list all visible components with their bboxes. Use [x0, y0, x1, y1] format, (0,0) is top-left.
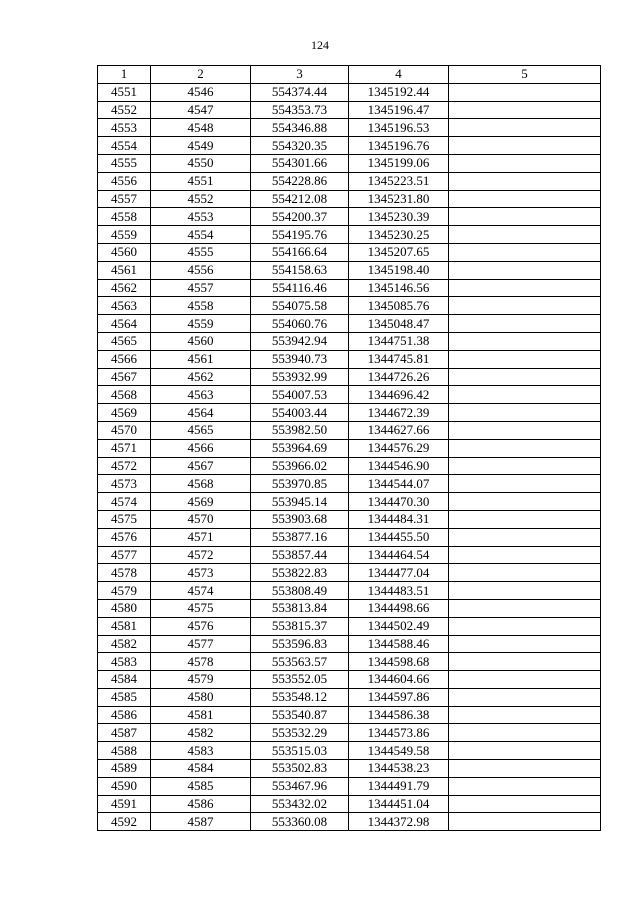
table-cell-col-4: 1344372.98 [349, 813, 449, 831]
table-cell-col-5 [449, 493, 601, 511]
table-cell-col-3: 554116.46 [251, 279, 349, 297]
table-row [98, 617, 601, 635]
table-cell-col-1: 4571 [98, 439, 151, 457]
table-cell-col-2: 4576 [151, 617, 251, 635]
table-cell-col-4: 1344470.30 [349, 493, 449, 511]
table-cell-col-5 [449, 439, 601, 457]
table-cell-col-3: 553945.14 [251, 493, 349, 511]
table-cell-col-1: 4576 [98, 528, 151, 546]
table-cell-col-5 [449, 546, 601, 564]
table-cell-col-5 [449, 813, 601, 831]
table-cell-col-4: 1345231.80 [349, 190, 449, 208]
table-cell-col-2: 4579 [151, 671, 251, 689]
table-row [98, 421, 601, 439]
table-cell-col-4: 1344538.23 [349, 760, 449, 778]
table-cell-col-3: 554003.44 [251, 404, 349, 422]
table-cell-col-4: 1344751.38 [349, 332, 449, 350]
table-cell-col-1: 4583 [98, 653, 151, 671]
table-cell-col-4: 1345223.51 [349, 172, 449, 190]
table-cell-col-2: 4565 [151, 421, 251, 439]
table-cell-col-4: 1344672.39 [349, 404, 449, 422]
table-cell-col-3: 554374.44 [251, 83, 349, 101]
table-cell-col-3: 553942.94 [251, 332, 349, 350]
table-cell-col-4: 1344696.42 [349, 386, 449, 404]
column-header-1: 1 [98, 66, 151, 84]
table-row [98, 724, 601, 742]
table-cell-col-3: 553982.50 [251, 421, 349, 439]
table-cell-col-4: 1345192.44 [349, 83, 449, 101]
table-cell-col-4: 1344451.04 [349, 795, 449, 813]
table-cell-col-4: 1344502.49 [349, 617, 449, 635]
table-cell-col-1: 4587 [98, 724, 151, 742]
table-cell-col-3: 553877.16 [251, 528, 349, 546]
table-cell-col-5 [449, 688, 601, 706]
table-row [98, 208, 601, 226]
table-row [98, 528, 601, 546]
table-cell-col-1: 4556 [98, 172, 151, 190]
table-row [98, 457, 601, 475]
table-cell-col-3: 554228.86 [251, 172, 349, 190]
table-cell-col-3: 553467.96 [251, 777, 349, 795]
table-cell-col-1: 4563 [98, 297, 151, 315]
table-cell-col-1: 4581 [98, 617, 151, 635]
table-cell-col-4: 1345198.40 [349, 261, 449, 279]
table-cell-col-2: 4575 [151, 599, 251, 617]
table-cell-col-4: 1344546.90 [349, 457, 449, 475]
table-cell-col-1: 4586 [98, 706, 151, 724]
table-cell-col-5 [449, 510, 601, 528]
table-row [98, 190, 601, 208]
table-row [98, 493, 601, 511]
table-row [98, 813, 601, 831]
table-cell-col-4: 1344604.66 [349, 671, 449, 689]
table-cell-col-5 [449, 404, 601, 422]
table-cell-col-3: 554007.53 [251, 386, 349, 404]
table-cell-col-3: 553940.73 [251, 350, 349, 368]
table-cell-col-2: 4561 [151, 350, 251, 368]
table-cell-col-2: 4566 [151, 439, 251, 457]
table-cell-col-2: 4578 [151, 653, 251, 671]
table-cell-col-5 [449, 421, 601, 439]
table-cell-col-5 [449, 564, 601, 582]
table-cell-col-2: 4557 [151, 279, 251, 297]
table-cell-col-5 [449, 653, 601, 671]
table-cell-col-4: 1345230.25 [349, 226, 449, 244]
table-row [98, 83, 601, 101]
table-cell-col-4: 1344745.81 [349, 350, 449, 368]
table-row [98, 742, 601, 760]
table-cell-col-1: 4551 [98, 83, 151, 101]
table-row [98, 137, 601, 155]
table-cell-col-2: 4580 [151, 688, 251, 706]
table-cell-col-5 [449, 368, 601, 386]
table-cell-col-2: 4567 [151, 457, 251, 475]
table-cell-col-5 [449, 617, 601, 635]
table-cell-col-2: 4559 [151, 315, 251, 333]
table-cell-col-1: 4554 [98, 137, 151, 155]
table-cell-col-5 [449, 119, 601, 137]
table-cell-col-1: 4553 [98, 119, 151, 137]
table-row [98, 404, 601, 422]
table-row [98, 760, 601, 778]
table-cell-col-5 [449, 582, 601, 600]
table-cell-col-4: 1345230.39 [349, 208, 449, 226]
table-cell-col-5 [449, 475, 601, 493]
table-cell-col-2: 4558 [151, 297, 251, 315]
table-cell-col-5 [449, 208, 601, 226]
table-cell-col-1: 4572 [98, 457, 151, 475]
table-cell-col-4: 1345085.76 [349, 297, 449, 315]
table-cell-col-5 [449, 599, 601, 617]
table-row [98, 599, 601, 617]
table-cell-col-3: 553857.44 [251, 546, 349, 564]
table-cell-col-1: 4575 [98, 510, 151, 528]
table-cell-col-1: 4591 [98, 795, 151, 813]
table-cell-col-4: 1345196.47 [349, 101, 449, 119]
table-cell-col-3: 554212.08 [251, 190, 349, 208]
table-row [98, 635, 601, 653]
table-cell-col-4: 1345196.53 [349, 119, 449, 137]
table-cell-col-5 [449, 742, 601, 760]
table-cell-col-2: 4548 [151, 119, 251, 137]
table-cell-col-1: 4565 [98, 332, 151, 350]
table-row [98, 546, 601, 564]
table-row [98, 510, 601, 528]
table-cell-col-3: 553515.03 [251, 742, 349, 760]
table-row [98, 279, 601, 297]
table-cell-col-2: 4560 [151, 332, 251, 350]
table-cell-col-1: 4574 [98, 493, 151, 511]
table-row [98, 795, 601, 813]
table-cell-col-1: 4564 [98, 315, 151, 333]
table-cell-col-3: 554353.73 [251, 101, 349, 119]
table-cell-col-2: 4554 [151, 226, 251, 244]
table-cell-col-5 [449, 350, 601, 368]
table-cell-col-4: 1344455.50 [349, 528, 449, 546]
table-cell-col-2: 4547 [151, 101, 251, 119]
table-cell-col-3: 554200.37 [251, 208, 349, 226]
table-cell-col-2: 4581 [151, 706, 251, 724]
table-cell-col-3: 553563.57 [251, 653, 349, 671]
table-cell-col-4: 1344549.58 [349, 742, 449, 760]
table-cell-col-3: 554301.66 [251, 154, 349, 172]
table-cell-col-3: 554346.88 [251, 119, 349, 137]
table-cell-col-3: 553815.37 [251, 617, 349, 635]
table-cell-col-5 [449, 760, 601, 778]
table-cell-col-3: 553932.99 [251, 368, 349, 386]
table-cell-col-1: 4589 [98, 760, 151, 778]
page-number: 124 [311, 38, 329, 52]
table-cell-col-1: 4568 [98, 386, 151, 404]
table-cell-col-1: 4559 [98, 226, 151, 244]
table-cell-col-3: 553548.12 [251, 688, 349, 706]
table-cell-col-1: 4561 [98, 261, 151, 279]
table-cell-col-4: 1344598.68 [349, 653, 449, 671]
table-cell-col-4: 1344483.51 [349, 582, 449, 600]
table-row [98, 332, 601, 350]
table-cell-col-2: 4549 [151, 137, 251, 155]
table-row [98, 671, 601, 689]
table-cell-col-2: 4562 [151, 368, 251, 386]
table-cell-col-2: 4550 [151, 154, 251, 172]
table-cell-col-3: 553360.08 [251, 813, 349, 831]
table-cell-col-1: 4566 [98, 350, 151, 368]
table-cell-col-5 [449, 724, 601, 742]
table-row [98, 154, 601, 172]
table-cell-col-2: 4546 [151, 83, 251, 101]
table-cell-col-5 [449, 386, 601, 404]
table-row [98, 350, 601, 368]
table-cell-col-2: 4552 [151, 190, 251, 208]
table-cell-col-5 [449, 457, 601, 475]
table-row [98, 172, 601, 190]
table-cell-col-1: 4580 [98, 599, 151, 617]
table-cell-col-4: 1344597.86 [349, 688, 449, 706]
table-cell-col-2: 4587 [151, 813, 251, 831]
table-cell-col-5 [449, 315, 601, 333]
table-cell-col-1: 4567 [98, 368, 151, 386]
table-cell-col-1: 4588 [98, 742, 151, 760]
table-cell-col-2: 4584 [151, 760, 251, 778]
table-cell-col-4: 1345196.76 [349, 137, 449, 155]
table-cell-col-5 [449, 635, 601, 653]
table-cell-col-2: 4585 [151, 777, 251, 795]
table-cell-col-2: 4569 [151, 493, 251, 511]
table-cell-col-4: 1344464.54 [349, 546, 449, 564]
table-cell-col-1: 4569 [98, 404, 151, 422]
table-cell-col-4: 1344573.86 [349, 724, 449, 742]
table-cell-col-4: 1344484.31 [349, 510, 449, 528]
table-cell-col-4: 1344498.66 [349, 599, 449, 617]
table-cell-col-2: 4573 [151, 564, 251, 582]
column-header-3: 3 [251, 66, 349, 84]
table-cell-col-2: 4568 [151, 475, 251, 493]
table-row [98, 653, 601, 671]
table-cell-col-5 [449, 528, 601, 546]
table-cell-col-3: 553552.05 [251, 671, 349, 689]
table-cell-col-3: 553432.02 [251, 795, 349, 813]
table-cell-col-3: 553808.49 [251, 582, 349, 600]
table-cell-col-5 [449, 137, 601, 155]
table-cell-col-3: 554320.35 [251, 137, 349, 155]
table-cell-col-5 [449, 279, 601, 297]
table-row [98, 101, 601, 119]
table-cell-col-1: 4577 [98, 546, 151, 564]
table-row [98, 261, 601, 279]
table-cell-col-3: 554166.64 [251, 243, 349, 261]
table-cell-col-5 [449, 172, 601, 190]
table-cell-col-4: 1344726.26 [349, 368, 449, 386]
table-cell-col-3: 553540.87 [251, 706, 349, 724]
table-cell-col-2: 4570 [151, 510, 251, 528]
table-cell-col-5 [449, 261, 601, 279]
table-cell-col-4: 1345207.65 [349, 243, 449, 261]
table-cell-col-2: 4551 [151, 172, 251, 190]
table-cell-col-3: 553903.68 [251, 510, 349, 528]
table-cell-col-2: 4577 [151, 635, 251, 653]
table-row [98, 243, 601, 261]
table-cell-col-4: 1344627.66 [349, 421, 449, 439]
table-cell-col-2: 4572 [151, 546, 251, 564]
table-cell-col-3: 553813.84 [251, 599, 349, 617]
table-cell-col-3: 553502.83 [251, 760, 349, 778]
table-row [98, 688, 601, 706]
table-cell-col-4: 1344576.29 [349, 439, 449, 457]
column-header-4: 4 [349, 66, 449, 84]
table-body [98, 83, 601, 830]
table-cell-col-5 [449, 706, 601, 724]
table-row [98, 386, 601, 404]
table-row [98, 706, 601, 724]
table-row [98, 297, 601, 315]
table-cell-col-2: 4564 [151, 404, 251, 422]
table-cell-col-5 [449, 83, 601, 101]
table-cell-col-5 [449, 671, 601, 689]
table-cell-col-5 [449, 332, 601, 350]
table-cell-col-3: 554075.58 [251, 297, 349, 315]
column-header-2: 2 [151, 66, 251, 84]
table-cell-col-3: 553596.83 [251, 635, 349, 653]
table-cell-col-5 [449, 154, 601, 172]
table-cell-col-1: 4582 [98, 635, 151, 653]
table-row [98, 368, 601, 386]
table-cell-col-5 [449, 190, 601, 208]
table-cell-col-1: 4590 [98, 777, 151, 795]
table-cell-col-4: 1344477.04 [349, 564, 449, 582]
table-cell-col-1: 4562 [98, 279, 151, 297]
table-row [98, 315, 601, 333]
table-cell-col-4: 1344586.38 [349, 706, 449, 724]
table-cell-col-3: 553532.29 [251, 724, 349, 742]
table-cell-col-4: 1345146.56 [349, 279, 449, 297]
table-cell-col-1: 4578 [98, 564, 151, 582]
table-cell-col-5 [449, 101, 601, 119]
table-cell-col-3: 554195.76 [251, 226, 349, 244]
table-cell-col-1: 4592 [98, 813, 151, 831]
table-cell-col-3: 554158.63 [251, 261, 349, 279]
table-cell-col-4: 1344588.46 [349, 635, 449, 653]
table-cell-col-4: 1344491.79 [349, 777, 449, 795]
table-cell-col-2: 4555 [151, 243, 251, 261]
coordinates-table [97, 65, 601, 831]
column-header-5: 5 [449, 66, 601, 84]
table-cell-col-1: 4557 [98, 190, 151, 208]
table-cell-col-4: 1345048.47 [349, 315, 449, 333]
table-row [98, 119, 601, 137]
table-cell-col-5 [449, 795, 601, 813]
table-row [98, 439, 601, 457]
table-cell-col-1: 4555 [98, 154, 151, 172]
table-cell-col-1: 4560 [98, 243, 151, 261]
table-cell-col-4: 1344544.07 [349, 475, 449, 493]
table-cell-col-1: 4585 [98, 688, 151, 706]
table-header-row [98, 66, 601, 84]
table-cell-col-2: 4563 [151, 386, 251, 404]
table-cell-col-4: 1345199.06 [349, 154, 449, 172]
table-cell-col-5 [449, 243, 601, 261]
table-cell-col-1: 4584 [98, 671, 151, 689]
table-row [98, 777, 601, 795]
table-cell-col-1: 4558 [98, 208, 151, 226]
table-row [98, 226, 601, 244]
table-row [98, 564, 601, 582]
table-row [98, 582, 601, 600]
table-cell-col-3: 553966.02 [251, 457, 349, 475]
table-cell-col-2: 4571 [151, 528, 251, 546]
table-row [98, 475, 601, 493]
table-cell-col-1: 4552 [98, 101, 151, 119]
table-cell-col-2: 4556 [151, 261, 251, 279]
table-cell-col-2: 4553 [151, 208, 251, 226]
table-cell-col-3: 553964.69 [251, 439, 349, 457]
table-cell-col-1: 4579 [98, 582, 151, 600]
table-cell-col-5 [449, 777, 601, 795]
table-cell-col-2: 4582 [151, 724, 251, 742]
table-cell-col-1: 4570 [98, 421, 151, 439]
table-cell-col-2: 4574 [151, 582, 251, 600]
table-cell-col-2: 4586 [151, 795, 251, 813]
table-cell-col-3: 553970.85 [251, 475, 349, 493]
table-cell-col-3: 553822.83 [251, 564, 349, 582]
table-cell-col-2: 4583 [151, 742, 251, 760]
table-cell-col-5 [449, 226, 601, 244]
table-cell-col-5 [449, 297, 601, 315]
table-cell-col-3: 554060.76 [251, 315, 349, 333]
table-cell-col-1: 4573 [98, 475, 151, 493]
